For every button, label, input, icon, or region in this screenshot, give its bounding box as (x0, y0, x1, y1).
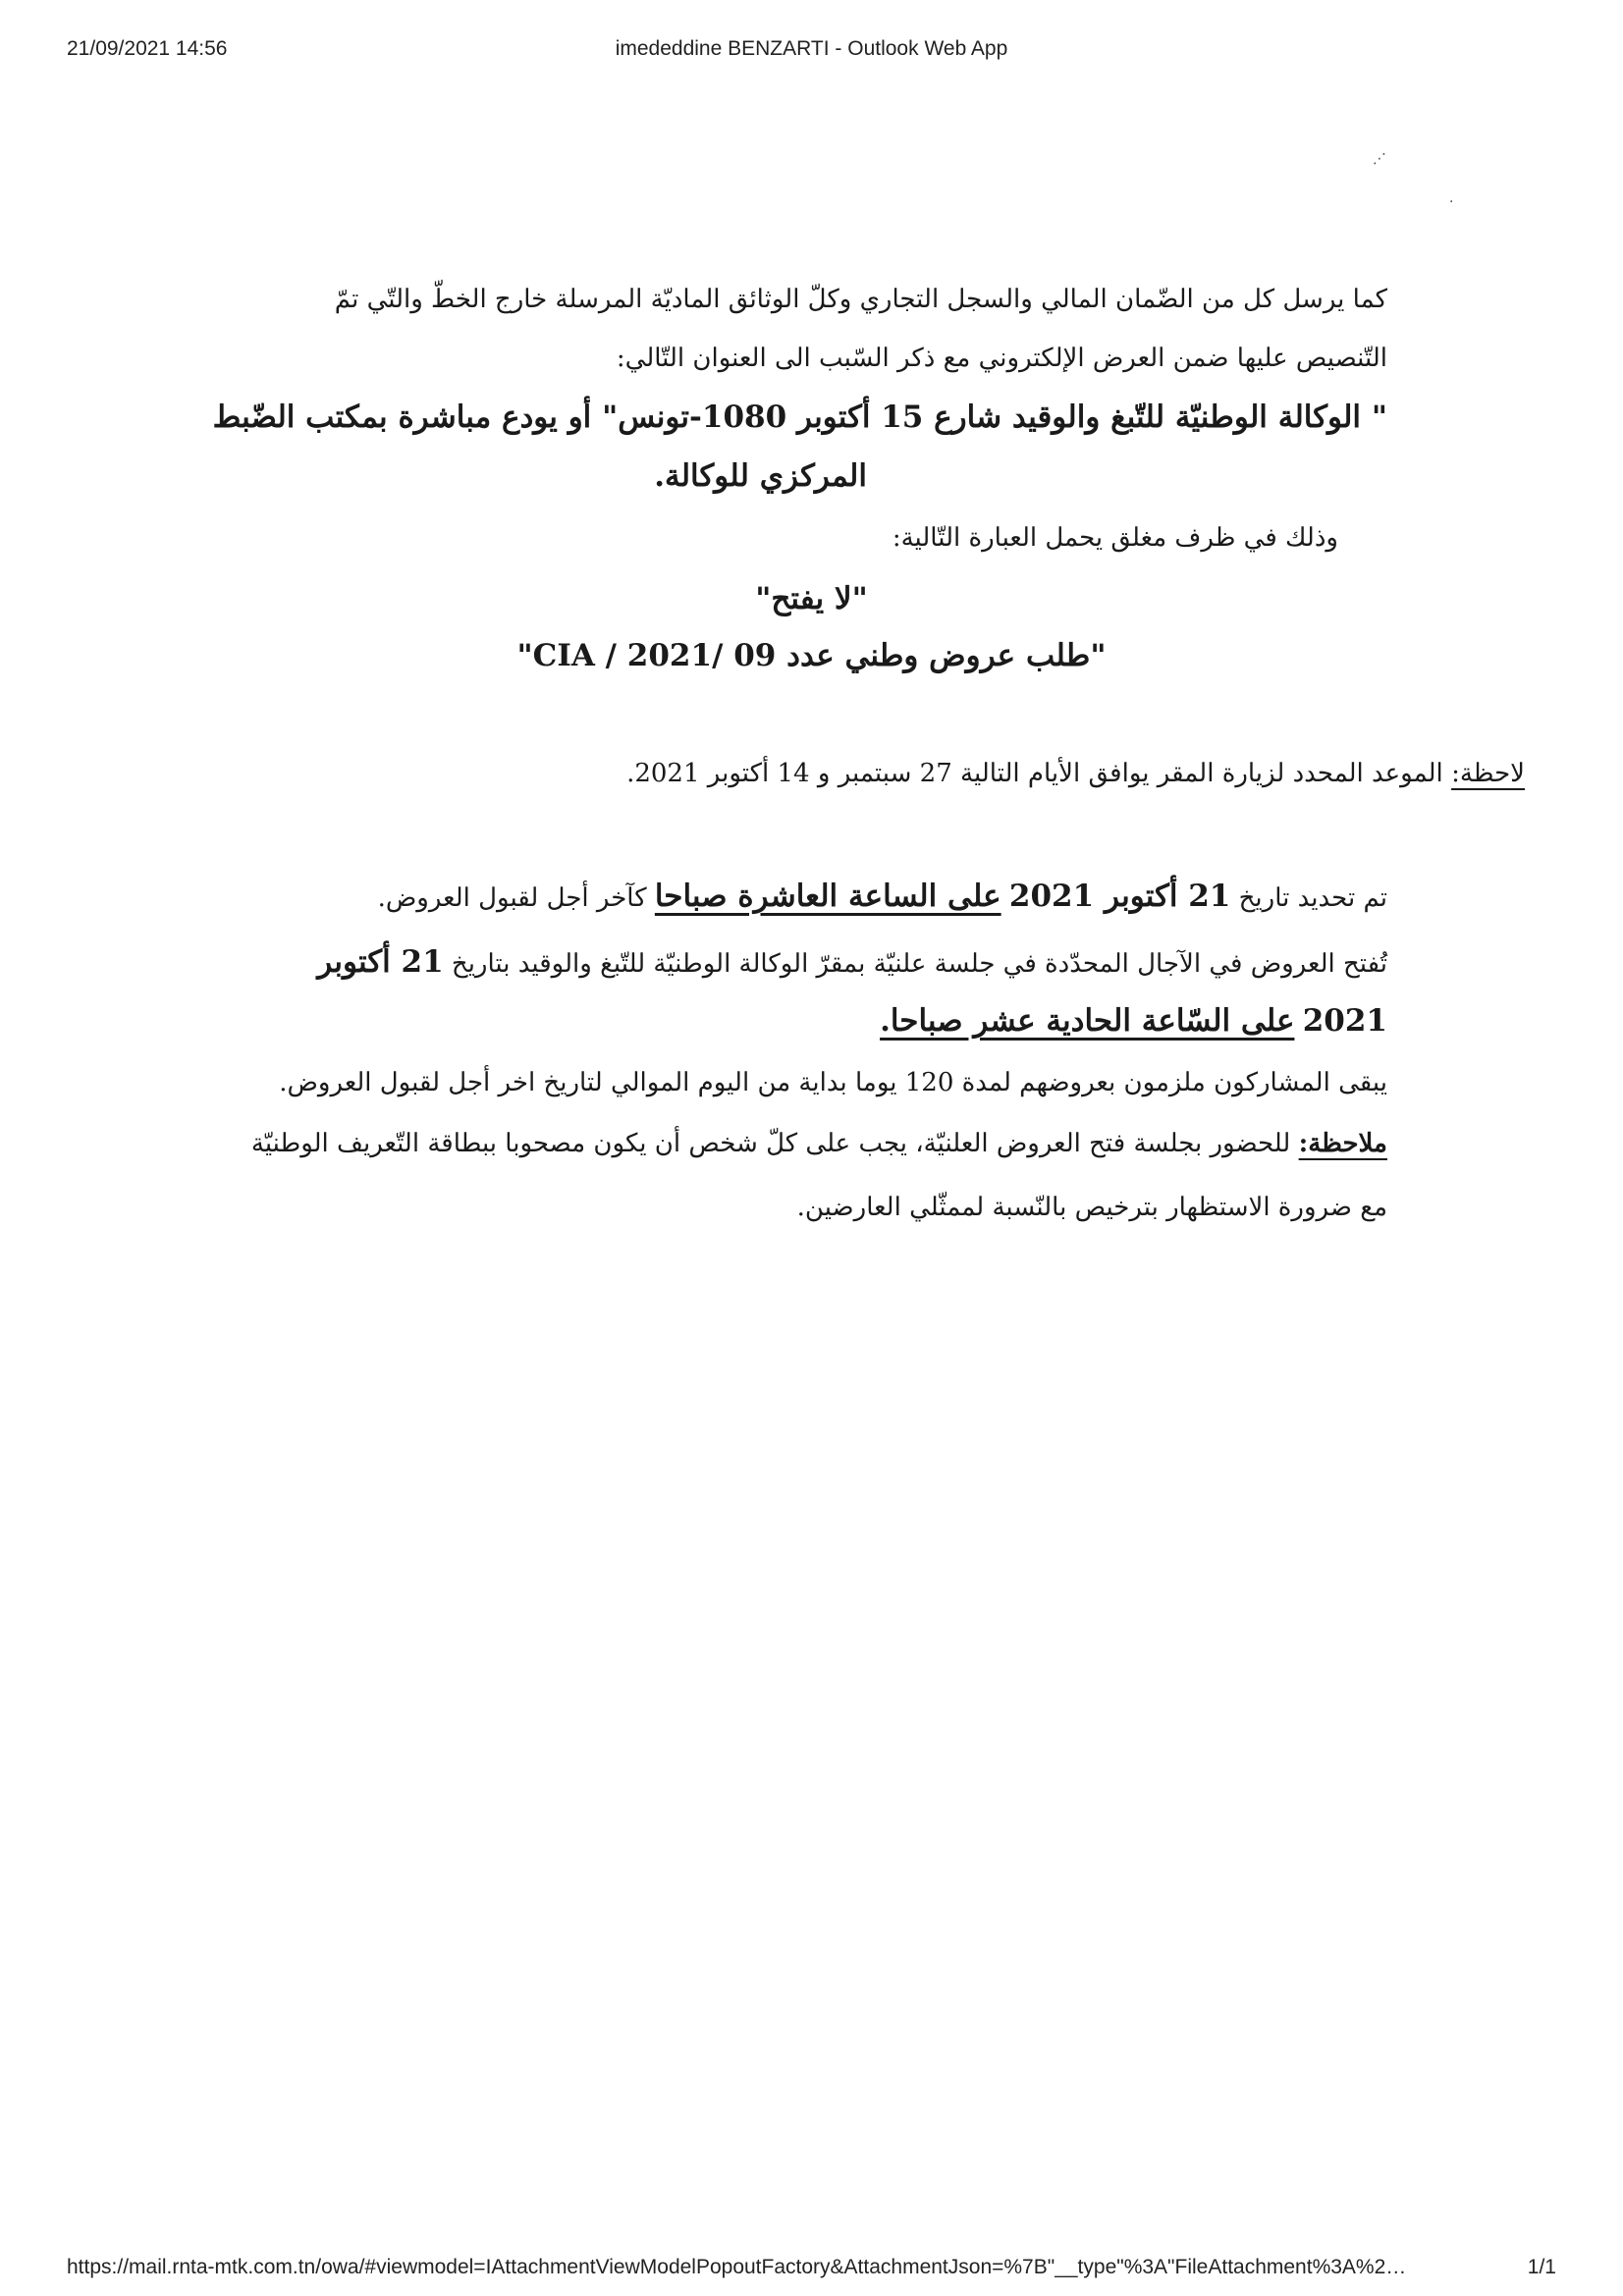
scan-speck: ⋰ (1373, 151, 1386, 167)
opening-text: تُفتح العروض في الآجال المحدّدة في جلسة علنيّة بمقرّ الوكالة الوطنيّة للتّبغ والوقيد بتاريخ (451, 949, 1387, 979)
attendance-note-continued: مع ضرورة الاستظهار بترخيص بالنّسبة لممثّلي العارضين. (796, 1193, 1387, 1222)
print-datetime: 21/09/2021 14:56 (67, 37, 228, 60)
validity-line: يبقى المشاركون ملزمون بعروضهم لمدة 120 يوما بداية من اليوم الموالي لتاريخ اخر أجل لقبول العروض. (279, 1068, 1387, 1097)
note-label: لاحظة: (1451, 759, 1525, 788)
paragraph-line: كما يرسل كل من الضّمان المالي والسجل التجاري وكلّ الوثائق الماديّة المرسلة خارج الخطّ والتّي تمّ (334, 285, 1387, 314)
print-title: imededdine BENZARTI - Outlook Web App (615, 37, 1008, 60)
address-line: المركزي للوكالة. (654, 458, 867, 494)
print-footer (0, 2256, 1623, 2295)
print-header (0, 37, 1623, 77)
deadline-line (378, 877, 1387, 918)
attendance-note (251, 1124, 1387, 1163)
opening-line (317, 942, 1387, 984)
opening-date: 21 أكتوبر (317, 944, 444, 980)
paragraph-line: التّنصيص عليها ضمن العرض الإلكتروني مع ذكر السّبب الى العنوان التّالي: (616, 344, 1387, 373)
site-visit-note (626, 754, 1525, 793)
page-number: 1/1 (1527, 2256, 1556, 2278)
deadline-suffix: كآخر أجل لقبول العروض. (377, 883, 647, 913)
do-not-open-label: "لا يفتح" (755, 581, 868, 616)
deadline-time: على الساعة العاشرة صباحا (654, 879, 1001, 914)
opening-time-line (880, 1001, 1387, 1042)
scan-speck: · (1449, 194, 1454, 210)
note-text: الموعد المحدد لزيارة المقر يوافق الأيام التالية 27 سبتمبر و 14 أكتوبر 2021. (626, 759, 1443, 788)
opening-time: على السّاعة الحادية عشر صباحا. (880, 1003, 1295, 1039)
deadline-date: 21 أكتوبر 2021 (1008, 879, 1231, 914)
page-url: https://mail.rnta-mtk.com.tn/owa/#viewmodel=IAttachmentViewModelPopoutFactory&AttachmentJson=%7B"__type"%3A"FileAttachment%3A%2… (67, 2256, 1407, 2278)
envelope-instruction: وذلك في ظرف مغلق يحمل العبارة التّالية: (892, 523, 1338, 553)
note-text: للحضور بجلسة فتح العروض العلنيّة، يجب على كلّ شخص أن يكون مصحوبا ببطاقة التّعريف الوطنيّة (250, 1129, 1291, 1158)
deadline-prefix: تم تحديد تاريخ (1238, 883, 1387, 913)
opening-year: 2021 (1302, 1003, 1387, 1039)
tender-reference: "طلب عروض وطني عدد 09 /CIA / 2021" (516, 638, 1107, 673)
note-label: ملاحظة: (1298, 1129, 1387, 1158)
address-line: " الوكالة الوطنيّة للتّبغ والوقيد شارع 15 أكتوبر 1080-تونس" أو يودع مباشرة بمكتب الضّبط (212, 400, 1387, 435)
